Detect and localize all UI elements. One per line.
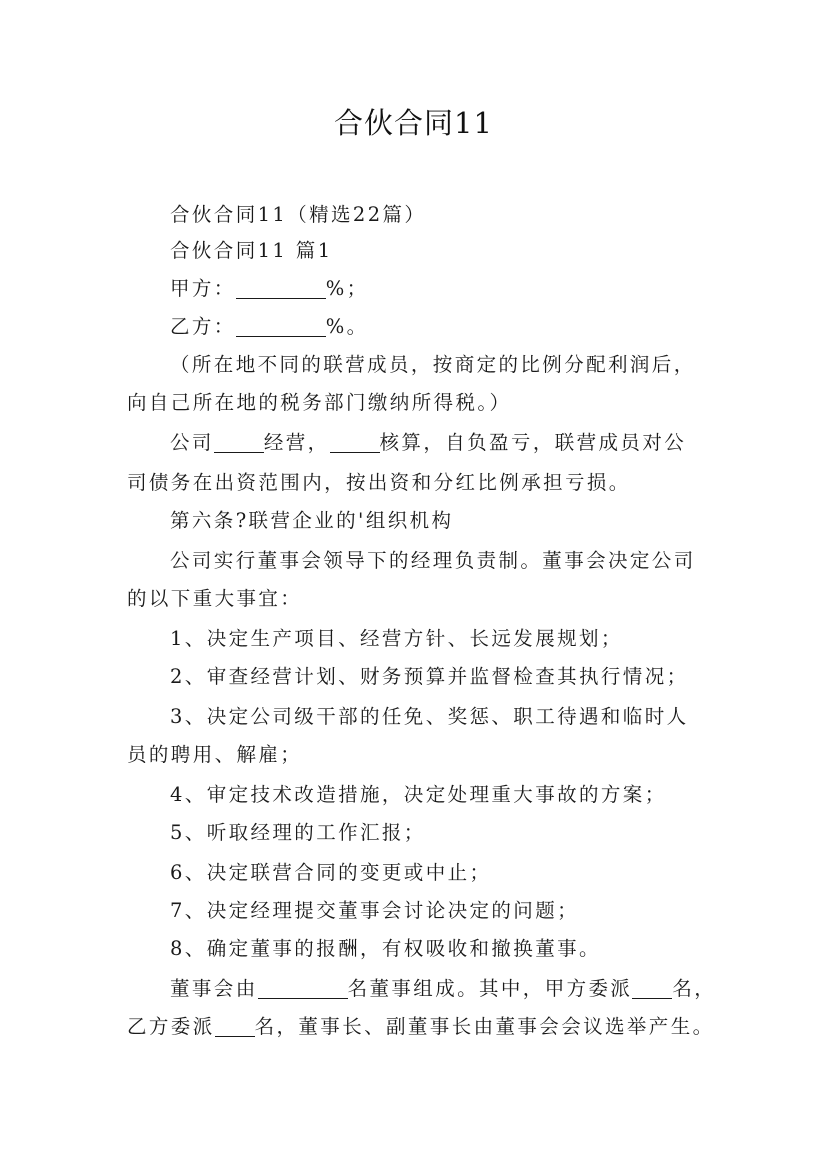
company-paragraph-line-2: 司债务在出资范围内，按出资和分红比例承担亏损。 xyxy=(127,471,631,494)
list-item: 5、听取经理的工作汇报； xyxy=(170,821,426,844)
party-a-share-blank xyxy=(236,276,326,299)
tax-paragraph-line-2: 向自己所在地的税务部门缴纳所得税。） xyxy=(127,391,512,414)
company-paragraph-line-1 xyxy=(170,424,710,462)
list-item: 3、决定公司级干部的任免、奖惩、职工待遇和临时人 xyxy=(170,705,689,728)
party-a-suffix: %； xyxy=(325,277,369,300)
party-b-suffix: %。 xyxy=(325,315,369,338)
list-item: 8、确定董事的报酬，有权吸收和撤换董事。 xyxy=(170,937,601,960)
party-b-line xyxy=(170,308,710,346)
list-item: 6、决定联营合同的变更或中止； xyxy=(170,861,492,884)
party-a-label: 甲方： xyxy=(170,277,236,300)
board-comp-text-d: 乙方委派 xyxy=(127,1015,215,1038)
party-b-label: 乙方： xyxy=(170,315,236,338)
list-item: 2、审查经营计划、财务预算并监督检查其执行情况； xyxy=(170,665,689,688)
party-a-line xyxy=(170,270,710,308)
list-item: 1、决定生产项目、经营方针、长远发展规划； xyxy=(170,627,623,650)
accounting-mode-blank xyxy=(330,430,380,453)
section-heading: 合伙合同11 篇1 xyxy=(170,239,333,262)
board-intro-line-2: 的以下重大事宜： xyxy=(127,587,303,610)
board-comp-text-e: 名，董事长、副董事长由董事会会议选举产生。 xyxy=(254,1015,715,1038)
list-item-continuation: 员的聘用、解雇； xyxy=(127,743,303,766)
board-comp-text-b: 名董事组成。其中，甲方委派 xyxy=(347,977,633,1000)
document-title: 合伙合同11 xyxy=(334,106,493,140)
company-text-a: 公司 xyxy=(170,431,214,454)
board-composition-line-1 xyxy=(170,970,717,1008)
article-six-heading: 第六条?联营企业的'组织机构 xyxy=(170,509,454,532)
list-item: 4、审定技术改造措施，决定处理重大事故的方案； xyxy=(170,783,667,806)
board-composition-line-2 xyxy=(127,1008,715,1046)
board-intro-line-1: 公司实行董事会领导下的经理负责制。董事会决定公司 xyxy=(170,549,696,572)
board-comp-text-c: 名， xyxy=(672,977,717,1000)
list-item: 7、决定经理提交董事会讨论决定的问题； xyxy=(170,899,580,922)
company-text-c: 核算，自负盈亏，联营成员对公 xyxy=(379,431,687,454)
board-comp-text-a: 董事会由 xyxy=(170,977,258,1000)
party-b-share-blank xyxy=(236,314,326,337)
tax-paragraph-line-1: （所在地不同的联营成员，按商定的比例分配利润后， xyxy=(170,353,696,376)
document-subtitle: 合伙合同11（精选22篇） xyxy=(170,203,427,226)
party-a-directors-blank xyxy=(632,976,672,999)
director-count-blank xyxy=(258,976,348,999)
operation-mode-blank xyxy=(214,430,264,453)
party-b-directors-blank xyxy=(215,1014,255,1037)
company-text-b: 经营， xyxy=(263,431,330,454)
